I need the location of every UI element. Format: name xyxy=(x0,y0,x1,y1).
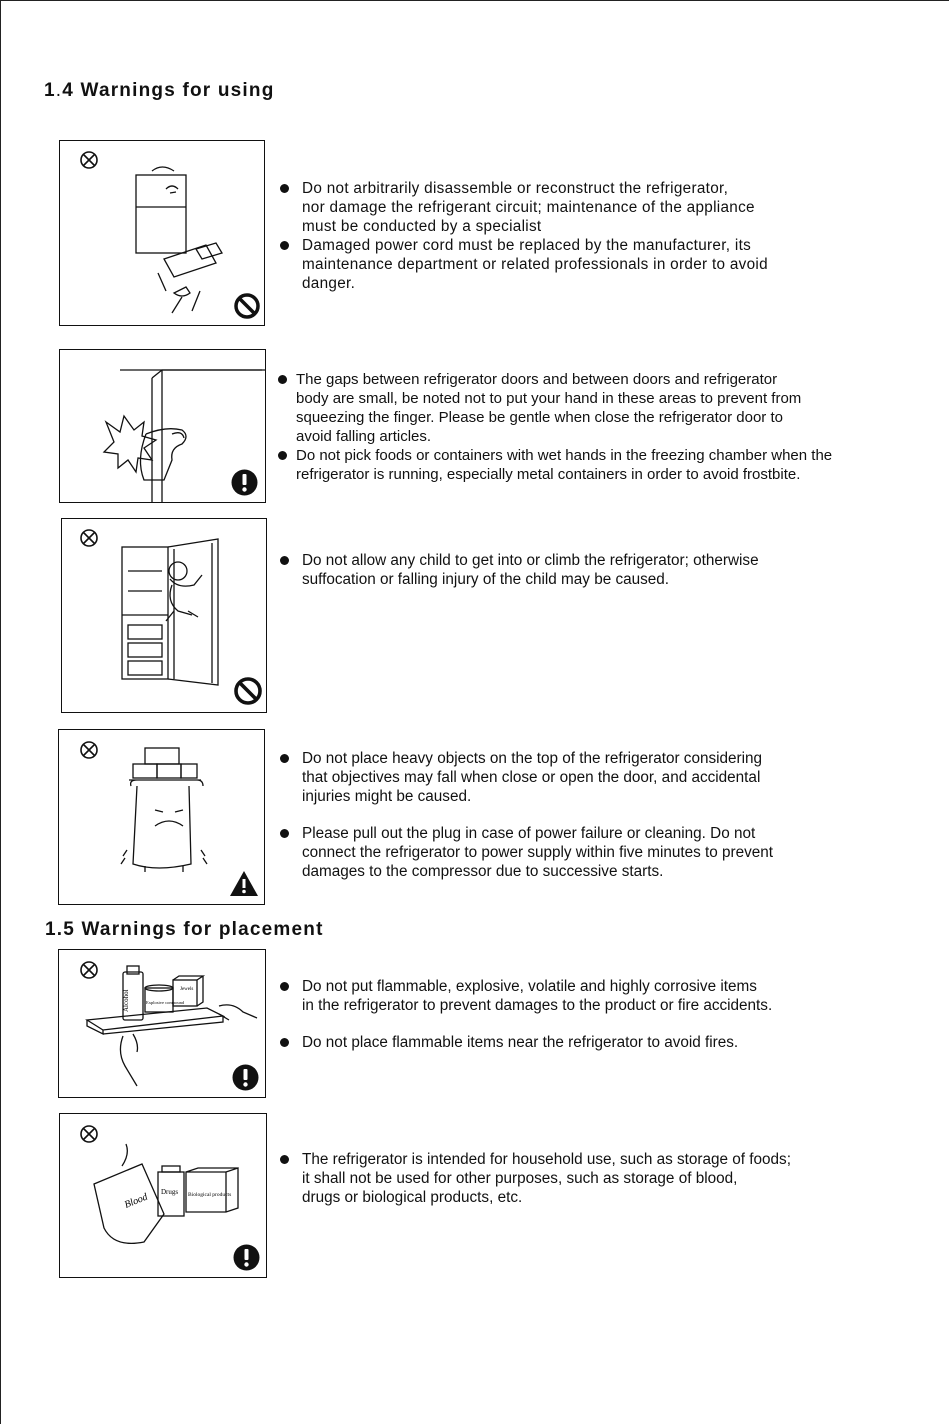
bullet-item: Do not place heavy objects on the top of the refrigerator considering that objectives may fall when close or open the door, and accidental injuries might be caused. xyxy=(278,749,928,806)
no-entry-icon xyxy=(234,677,262,705)
no-entry-icon xyxy=(234,293,260,319)
bullet-item: Do not arbitrarily disassemble or reconstruct the refrigerator, nor damage the refrigerant circuit; maintenance of the appliance must be conducted by a specialist xyxy=(278,179,928,236)
bullet-dot xyxy=(278,375,287,384)
warning-triangle-icon xyxy=(229,870,259,897)
bullet-dot xyxy=(280,184,289,193)
bullet-dot xyxy=(280,1038,289,1047)
bullet-dot xyxy=(280,241,289,250)
warning-text-disassembly xyxy=(278,179,928,293)
warning-text-household-use xyxy=(278,1150,928,1207)
bullet-item: Do not pick foods or containers with wet hands in the freezing chamber when the refrigerator is running, especially metal containers in order to avoid frostbite. xyxy=(278,446,938,484)
bullet-dot xyxy=(278,451,287,460)
exclamation-icon xyxy=(232,1064,259,1091)
illustration-disassembly xyxy=(59,140,265,326)
warning-text-door-gap xyxy=(278,370,938,484)
bullet-item: The gaps between refrigerator doors and between doors and refrigerator body are small, be noted not to put your hand in these areas to prevent from squeezing the finger. Please be gentle when close the refrigerator door to avoid falling articles. xyxy=(278,370,938,446)
drugs-label: Drugs xyxy=(161,1188,179,1196)
jar-label: Explosive compound xyxy=(146,1000,185,1005)
bullet-dot xyxy=(280,754,289,763)
section-heading-using: 1.4 Warnings for using xyxy=(44,80,275,101)
bullet-dot xyxy=(280,556,289,565)
bullet-item: Do not place flammable items near the refrigerator to avoid fires. xyxy=(278,1033,928,1052)
bullet-item: Please pull out the plug in case of power failure or cleaning. Do not connect the refrigerator to power supply within five minutes to prevent damages to the compressor due to successive starts. xyxy=(278,824,928,881)
bullet-dot xyxy=(280,982,289,991)
bullet-item: Do not allow any child to get into or climb the refrigerator; otherwise suffocation or falling injury of the child may be caused. xyxy=(278,551,928,589)
illustration-flammable-items xyxy=(58,949,266,1098)
illustration-heavy-objects xyxy=(58,729,265,905)
illustration-door-gap xyxy=(59,349,266,503)
bottle-label: Alcohol xyxy=(122,989,130,1012)
illustration-biological-storage xyxy=(59,1113,267,1278)
exclamation-icon xyxy=(233,1244,260,1271)
exclamation-icon xyxy=(231,469,258,496)
bullet-dot xyxy=(280,1155,289,1164)
bullet-dot xyxy=(280,829,289,838)
section-heading-placement: 1.5 Warnings for placement xyxy=(45,919,324,940)
warning-text-flammable xyxy=(278,977,928,1052)
bullet-item: The refrigerator is intended for household use, such as storage of foods; it shall not be used for other purposes, such as storage of blood, drugs or biological products, etc. xyxy=(278,1150,928,1207)
illustration-child-climb xyxy=(61,518,267,713)
box-label: Jewels xyxy=(180,987,194,992)
bullet-item: Do not put flammable, explosive, volatile and highly corrosive items in the refrigerator to prevent damages to the product or fire accidents. xyxy=(278,977,928,1015)
bullet-item: Damaged power cord must be replaced by the manufacturer, its maintenance department or related professionals in order to avoid danger. xyxy=(278,236,928,293)
bio-label: Biological products xyxy=(188,1192,232,1198)
warning-text-child-climb xyxy=(278,551,928,589)
bag-label: Blood xyxy=(123,1191,150,1211)
warning-text-heavy-objects xyxy=(278,749,928,881)
